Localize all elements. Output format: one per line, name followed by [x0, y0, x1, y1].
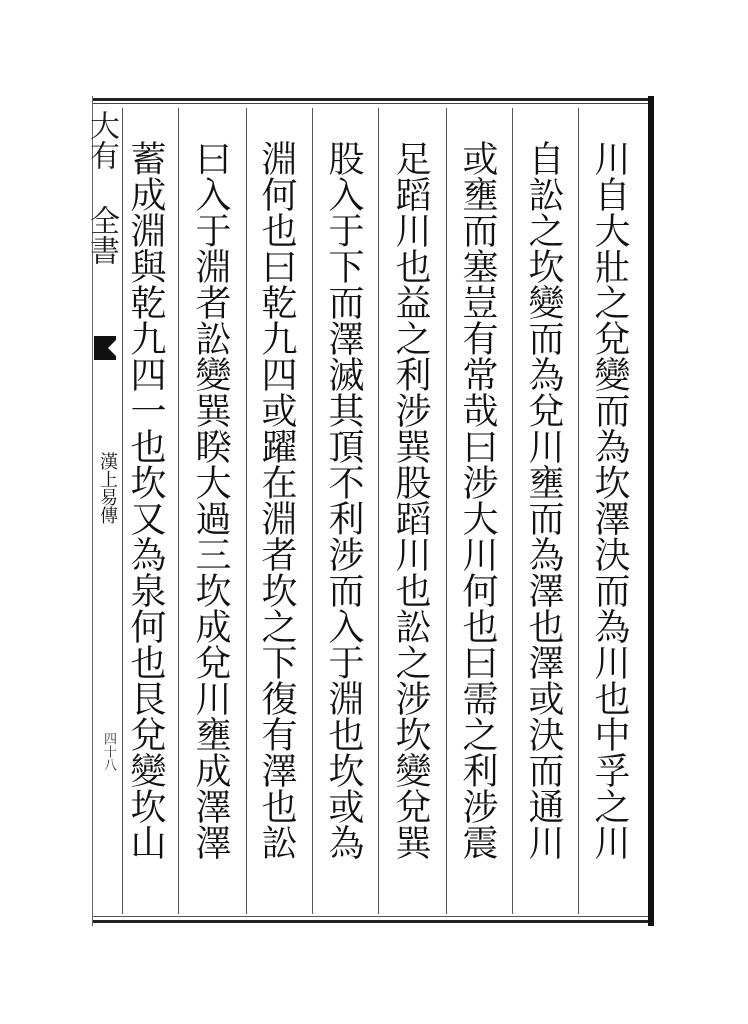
- column-rule: [312, 108, 313, 914]
- margin-title: 大有 全書: [84, 110, 119, 265]
- frame-top-inner-border: [92, 103, 652, 104]
- column-rule: [178, 108, 179, 914]
- frame-right-border: [648, 96, 654, 926]
- frame-bottom-inner-border: [92, 916, 652, 917]
- text-column-2: 自訟之坎變而為兌川壅而為澤也澤或決而通川: [523, 140, 564, 860]
- frame-top-border: [92, 98, 652, 101]
- margin-page-number: 四十八: [101, 732, 116, 771]
- fishtail-notch: [108, 340, 116, 356]
- margin-book-name: 漢上易傳: [97, 452, 118, 524]
- text-column-6: 淵何也曰乾九四或躍在淵者坎之下復有澤也訟: [256, 140, 297, 860]
- text-column-8: 蓄成淵與乾九四一也坎又為泉何也艮兌變坎山: [125, 140, 166, 860]
- frame-bottom-border: [92, 920, 652, 923]
- column-rule: [378, 108, 379, 914]
- text-column-1: 川自大壯之兌變而為坎澤決而為川也中孚之川: [589, 140, 630, 860]
- text-column-4: 足蹈川也益之利涉巽股蹈川也訟之涉坎變兌巽: [390, 140, 431, 860]
- column-rule: [446, 108, 447, 914]
- text-column-7: 曰入于淵者訟變巽睽大過三坎成兌川壅成澤澤: [190, 140, 231, 860]
- text-column-5: 股入于下而澤滅其頂不利涉而入于淵也坎或為: [323, 140, 364, 860]
- column-rule: [578, 108, 579, 914]
- column-rule: [246, 108, 247, 914]
- column-rule: [512, 108, 513, 914]
- text-column-3: 或壅而塞豈有常哉曰涉大川何也曰需之利涉震: [457, 140, 498, 860]
